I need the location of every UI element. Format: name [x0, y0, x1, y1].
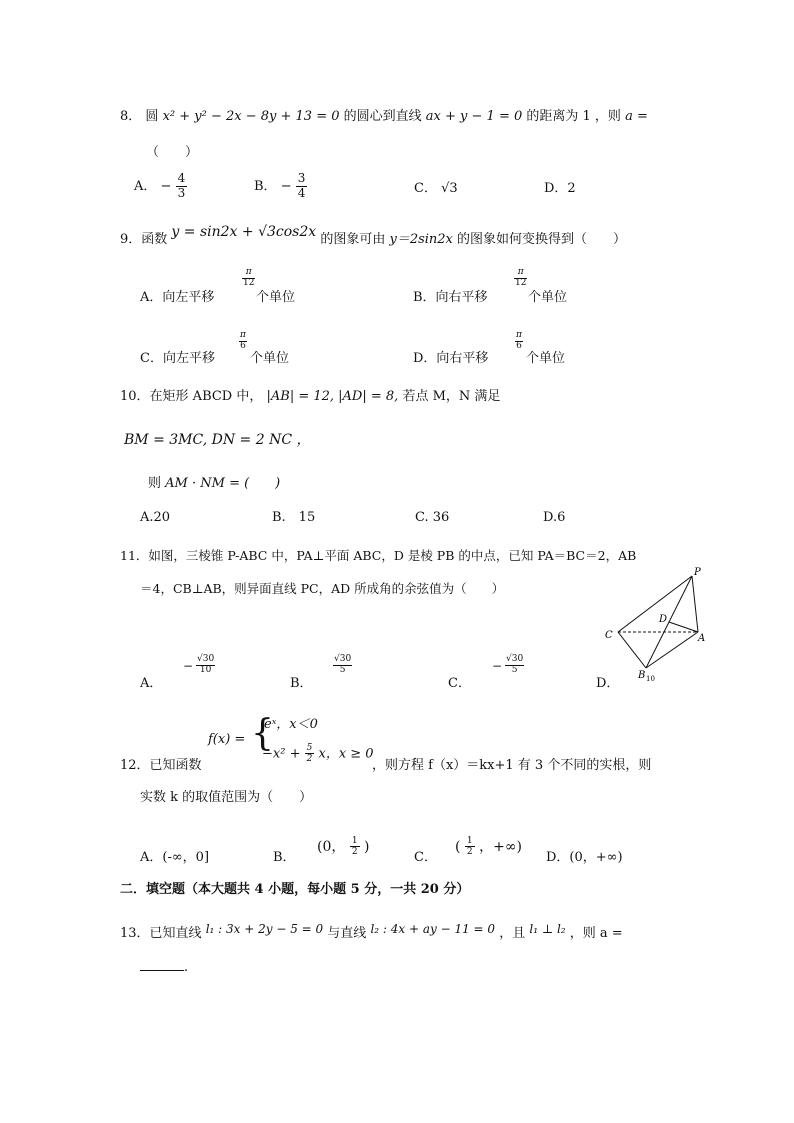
fraction-numerator: √30 [506, 654, 524, 664]
q11-line-2: ＝4，CB⊥AB，则异面直线 PC，AD 所成角的余弦值为（ ） [140, 581, 505, 596]
fraction-denominator: 5 [511, 664, 518, 675]
q12-option-d: D．(0，+∞) [546, 850, 623, 865]
fraction-numerator: 3 [297, 171, 306, 185]
q8-var-a: a = [625, 109, 648, 124]
q12-option-c-fraction [465, 836, 475, 858]
q12-option-c-value [455, 836, 522, 858]
q13-text-b: ，且 [499, 926, 526, 941]
q12-option-b-value [317, 836, 369, 858]
fraction-numerator: 1 [351, 836, 358, 846]
q8-text-a: 圆 [145, 109, 159, 124]
q10-text-a: 若点 M，N 满足 [402, 389, 501, 404]
q9-option-b-unit: 个单位 [528, 290, 568, 305]
label-b: B [638, 670, 646, 681]
q8-option-c-value: √3 [441, 181, 458, 196]
q11-line-1: 11．如图，三棱锥 P-ABC 中，PA⊥平面 ABC，D 是棱 PB 的中点，已知 PA＝BC＝2，AB [120, 548, 637, 563]
label-a: A [698, 633, 706, 644]
q13-number: 13．已知直线 [120, 926, 202, 941]
q12-option-b: B． [273, 850, 296, 865]
q13-line-1: l₁ : 3x + 2y − 5 = 0 [205, 922, 324, 936]
fraction-numerator: π [240, 330, 246, 340]
q11-pyramid-figure [596, 564, 716, 691]
answer-blank-line[interactable] [140, 958, 184, 971]
fraction-denominator: 12 [515, 277, 527, 288]
section-2-heading: 二．填空题（本大题共 4 小题，每小题 5 分，一共 20 分） [120, 882, 470, 897]
q13-line-2: l₂ : 4x + ay − 11 = 0 [370, 922, 496, 936]
q12-option-b-value-b: ) [364, 838, 370, 855]
q8-text-b: 的圆心到直线 [343, 109, 422, 124]
fraction-numerator: π [516, 330, 522, 340]
q12-option-b-value-a: (0， [317, 838, 346, 855]
q9-function: y = sin2x + √3cos2x [171, 224, 317, 240]
q13-text-c: ，则 a = [569, 926, 623, 941]
q9-option-a-unit: 个单位 [256, 290, 296, 305]
q8-option-b-label: B． [254, 178, 277, 194]
q9-text-b: 的图象如何变换得到（ ） [457, 232, 627, 247]
q10-number: 10．在矩形 ABCD 中， [120, 389, 263, 404]
q11-option-d: D． [596, 676, 620, 691]
fraction-denominator: 6 [240, 340, 246, 351]
q9-option-b-fraction [514, 268, 527, 289]
fraction-numerator: 5 [306, 743, 313, 753]
q11-option-a-fraction [196, 655, 215, 676]
q8-text-c: 的距离为 1 ，则 [526, 109, 621, 124]
q11-option-c-sign: − [492, 659, 503, 673]
q12-brace: { [251, 713, 274, 754]
q9-option-c-unit: 个单位 [250, 351, 290, 366]
q12-option-c-value-a: ( [455, 838, 461, 855]
fraction-denominator: 2 [306, 754, 313, 765]
q10-option-a: A.20 [140, 510, 171, 525]
q11-option-c: C． [448, 676, 471, 691]
q13-perpendicular: l₁ ⊥ l₂ [529, 922, 566, 936]
q9-text-a: 的图象可由 [320, 232, 386, 247]
edge-ab [646, 632, 698, 668]
q8-option-c [414, 182, 458, 195]
q9-option-d-fraction [515, 331, 523, 352]
edge-pa [692, 576, 698, 632]
q8-option-c-label: C． [414, 181, 437, 196]
q12-line-2: 实数 k 的取值范围为（ ） [140, 790, 313, 805]
q8-option-b-fraction [296, 172, 308, 201]
q10-condition: |AB| = 12, |AD| = 8, [266, 389, 399, 404]
q9-option-a-fraction [242, 268, 255, 289]
fraction-denominator: 3 [177, 185, 186, 200]
q12-text-a: ，则方程 f（x）＝kx+1 有 3 个不同的实根，则 [372, 758, 652, 773]
q9-option-d: D．向右平移 [413, 351, 489, 366]
q12-case-2-fraction [305, 743, 315, 765]
fraction-denominator: 12 [243, 277, 255, 288]
q13-line [120, 922, 623, 941]
fraction-denominator: 6 [516, 340, 522, 351]
fraction-numerator: 4 [177, 171, 186, 185]
q8-option-a-label: A． [134, 178, 157, 194]
q8-circle-eq: x² + y² − 2x − 8y + 13 = 0 [162, 109, 340, 124]
q8-option-a-sign: − [160, 178, 172, 194]
q8-option-b-sign: − [280, 178, 292, 194]
q12-option-a: A．(-∞，0] [140, 850, 210, 865]
q10-line [120, 390, 500, 403]
fraction-numerator: 1 [466, 836, 473, 846]
fraction-denominator: 2 [466, 847, 473, 858]
q9-option-c-fraction [239, 331, 247, 352]
fraction-numerator: √30 [197, 654, 215, 664]
q12-case-2-part-b: x，x ≥ 0 [318, 746, 374, 762]
label-d: D [659, 614, 668, 625]
label-c: C [605, 630, 613, 641]
q8-number: 8． [120, 109, 142, 124]
q8-option-d: D．2 [544, 181, 576, 196]
fraction-denominator: 2 [351, 847, 358, 858]
q8-option-a [134, 172, 187, 201]
q12-case-2 [262, 743, 374, 765]
q10-option-d: D.6 [543, 510, 566, 525]
q8-paren: （ ） [146, 145, 199, 160]
edge-pc [618, 576, 692, 632]
q11-option-b: B． [290, 676, 313, 691]
q12-option-c: C． [414, 850, 437, 865]
q12-number: 12．已知函数 [120, 758, 202, 773]
q8-line-eq: ax + y − 1 = 0 [425, 109, 523, 124]
fraction-denominator: 4 [297, 185, 306, 200]
q11-option-c-fraction [505, 655, 524, 676]
q9-option-c: C．向左平移 [140, 351, 215, 366]
q11-option-a: A． [140, 676, 163, 691]
q10-option-b: B. 15 [272, 510, 316, 525]
q10-text-then: 则 [148, 476, 162, 491]
edge-cb [618, 632, 646, 668]
q9-line [120, 224, 627, 247]
label-p: P [694, 567, 701, 578]
q8-option-b [254, 172, 307, 201]
q9-number: 9．函数 [120, 232, 168, 247]
q12-option-b-fraction [350, 836, 360, 858]
q9-option-a: A．向左平移 [140, 290, 215, 305]
q10-dot-product: AM · NM = ( ) [165, 476, 281, 491]
fraction-numerator: √30 [334, 654, 352, 664]
q9-option-d-unit: 个单位 [526, 351, 566, 366]
q10-question [148, 477, 280, 490]
q12-option-c-value-b: ，+∞) [479, 838, 522, 855]
q12-case-2-part-a: −x² + [262, 746, 301, 762]
q13-answer-blank[interactable] [140, 958, 188, 974]
q12-case-1: eˣ，x＜0 [264, 717, 318, 732]
edge-ad [669, 622, 698, 632]
q8-line [120, 110, 648, 123]
fraction-denominator: 10 [199, 664, 212, 675]
fraction-numerator: π [242, 268, 255, 279]
label-b-subscript: 10 [646, 675, 655, 683]
q9-option-b: B．向右平移 [413, 290, 488, 305]
q10-option-c: C. 36 [415, 510, 450, 525]
q12-fx: f(x) = [208, 732, 246, 747]
q8-option-a-fraction [176, 172, 188, 201]
q9-function-2: y＝2sin2x [389, 232, 453, 247]
fraction-numerator: π [514, 268, 527, 279]
q13-text-a: 与直线 [327, 926, 367, 941]
q11-option-a-sign: − [183, 659, 194, 673]
q11-option-b-fraction [333, 655, 352, 676]
q10-vector-condition: BM = 3MC, DN = 2 NC ， [124, 432, 311, 448]
q13-end-period: . [184, 960, 189, 975]
fraction-denominator: 5 [339, 664, 346, 675]
